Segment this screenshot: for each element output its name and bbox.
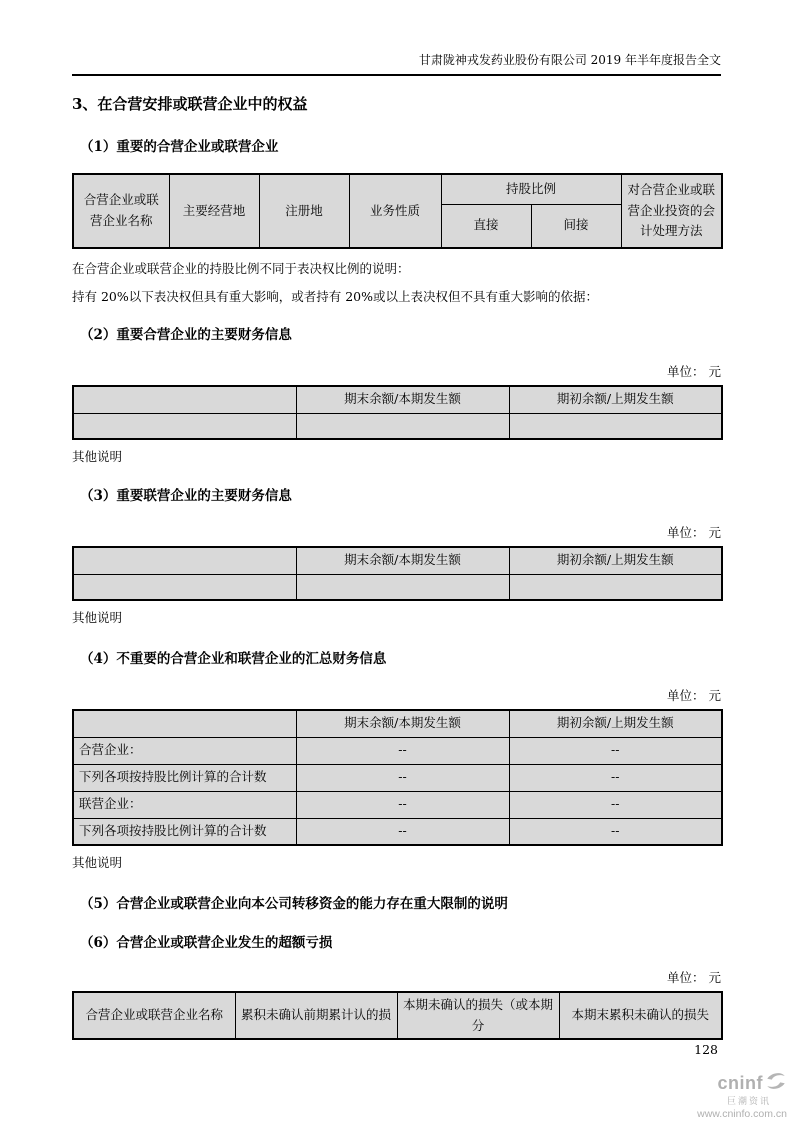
empty-cell <box>509 574 722 600</box>
value-cell: -- <box>509 818 722 845</box>
col-header-opening-balance: 期初余额/上期发生额 <box>509 386 722 413</box>
table-header-row <box>73 174 722 204</box>
col-header-opening-balance: 期初余额/上期发生额 <box>509 547 722 574</box>
col-header-closing-balance: 期末余额/本期发生额 <box>296 547 509 574</box>
section-3-heading: 3、在合营安排或联营企业中的权益 <box>72 95 308 113</box>
empty-header-cell <box>73 710 296 737</box>
value-cell: -- <box>296 764 509 791</box>
other-note: 其他说明 <box>72 449 123 464</box>
col-header-accounting-method: 对合营企业或联营企业投资的会计处理方法 <box>621 174 722 248</box>
row-label: 下列各项按持股比例计算的合计数 <box>73 818 296 845</box>
col-header-current-unrecognized-loss: 本期未确认的损失（或本期分 <box>397 992 559 1039</box>
subsection-1-heading: （1）重要的合营企业或联营企业 <box>80 139 279 155</box>
row-label: 下列各项按持股比例计算的合计数 <box>73 764 296 791</box>
table-row <box>73 737 722 764</box>
unit-label: 单位： 元 <box>667 688 721 703</box>
associate-financial-table <box>72 546 723 601</box>
col-header-main-place: 主要经营地 <box>169 174 259 248</box>
col-header-closing-balance: 期末余额/本期发生额 <box>296 386 509 413</box>
table-row <box>73 791 722 818</box>
empty-cell <box>296 574 509 600</box>
table-row <box>73 574 722 600</box>
value-cell: -- <box>296 737 509 764</box>
subsection-6-heading: （6）合营企业或联营企业发生的超额亏损 <box>80 935 333 951</box>
col-header-shareholding-ratio: 持股比例 <box>441 174 621 204</box>
subsection-2-heading: （2）重要合营企业的主要财务信息 <box>80 327 292 343</box>
value-cell: -- <box>509 764 722 791</box>
excess-loss-table <box>72 991 723 1040</box>
cninfo-logo-row <box>697 1070 787 1096</box>
row-label: 联营企业： <box>73 791 296 818</box>
value-cell: -- <box>296 818 509 845</box>
value-cell: -- <box>509 791 722 818</box>
cninfo-logo-text: cninf <box>717 1073 763 1093</box>
note-voting-ratio: 在合营企业或联营企业的持股比例不同于表决权比例的说明： <box>72 261 410 276</box>
joint-venture-financial-table <box>72 385 723 440</box>
table-row <box>73 764 722 791</box>
value-cell: -- <box>296 791 509 818</box>
col-header-closing-balance: 期末余额/本期发生额 <box>296 710 509 737</box>
unit-label: 单位： 元 <box>667 970 721 985</box>
col-header-cumulative-unrecognized-loss: 本期末累积未确认的损失 <box>559 992 722 1039</box>
cninfo-swirl-icon <box>765 1070 787 1096</box>
subsection-3-heading: （3）重要联营企业的主要财务信息 <box>80 488 292 504</box>
empty-cell <box>509 413 722 439</box>
empty-header-cell <box>73 547 296 574</box>
value-cell: -- <box>509 737 722 764</box>
summary-financial-table <box>72 709 723 846</box>
table-row <box>73 413 722 439</box>
note-20-percent-basis: 持有 20%以下表决权但具有重大影响，或者持有 20%或以上表决权但不具有重大影响的依据： <box>72 289 599 304</box>
other-note: 其他说明 <box>72 610 123 625</box>
subsection-5-heading: （5）合营企业或联营企业向本公司转移资金的能力存在重大限制的说明 <box>80 896 508 912</box>
col-header-business-nature: 业务性质 <box>349 174 441 248</box>
joint-venture-info-table <box>72 173 723 249</box>
report-title: 甘肃陇神戎发药业股份有限公司 2019 年半年度报告全文 <box>418 53 721 67</box>
cninfo-logo-subtext: 巨潮资讯 <box>726 1096 771 1106</box>
table-header-row <box>73 386 722 413</box>
col-header-prior-unrecognized-loss: 累积未确认前期累计认的损 <box>235 992 397 1039</box>
cninfo-logo-url: www.cninfo.com.cn <box>697 1108 787 1120</box>
page-header <box>72 52 721 76</box>
empty-cell <box>73 413 296 439</box>
table-header-row <box>73 710 722 737</box>
row-label: 合营企业： <box>73 737 296 764</box>
empty-header-cell <box>73 386 296 413</box>
col-header-entity-name: 合营企业或联营企业名称 <box>73 174 169 248</box>
cninfo-logo <box>697 1070 787 1120</box>
subsection-4-heading: （4）不重要的合营企业和联营企业的汇总财务信息 <box>80 651 387 667</box>
col-header-opening-balance: 期初余额/上期发生额 <box>509 710 722 737</box>
other-note: 其他说明 <box>72 855 123 870</box>
empty-cell <box>73 574 296 600</box>
page-number: 128 <box>694 1042 718 1057</box>
unit-label: 单位： 元 <box>667 525 721 540</box>
table-header-row <box>73 547 722 574</box>
empty-cell <box>296 413 509 439</box>
table-row <box>73 818 722 845</box>
col-header-registered-place: 注册地 <box>259 174 349 248</box>
col-header-direct: 直接 <box>441 204 531 248</box>
col-header-indirect: 间接 <box>531 204 621 248</box>
unit-label: 单位： 元 <box>667 364 721 379</box>
table-header-row <box>73 992 722 1039</box>
col-header-entity-name: 合营企业或联营企业名称 <box>73 992 235 1039</box>
